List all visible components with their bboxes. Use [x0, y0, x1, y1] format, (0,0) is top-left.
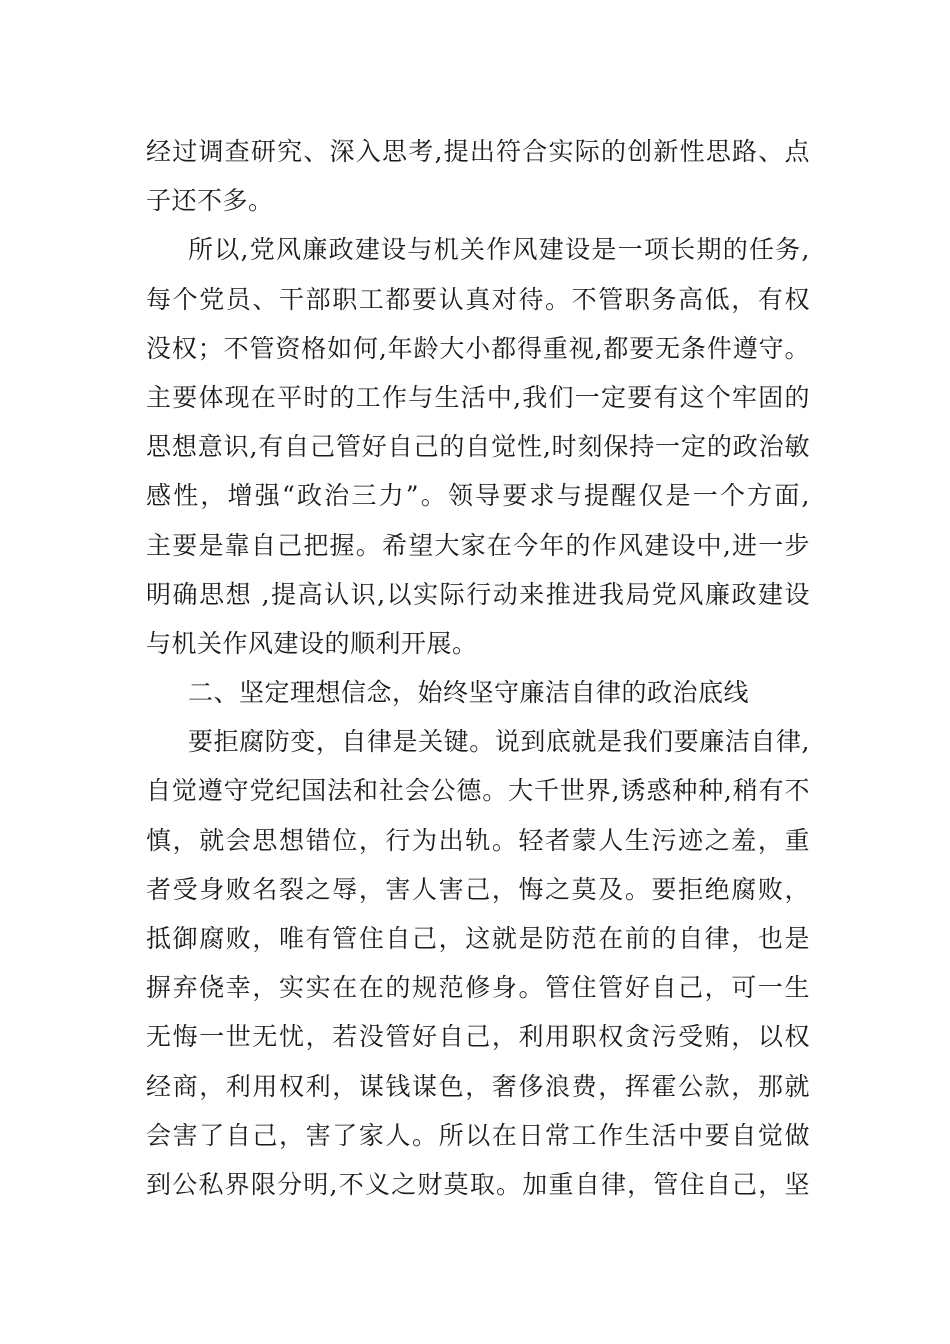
text-line: 无悔一世无忧，若没管好自己，利用职权贪污受贿，以权	[146, 1022, 810, 1052]
text-line: 子还不多。	[146, 186, 274, 216]
text-line: 会害了自己，害了家人。所以在日常工作生活中要自觉做	[146, 1120, 810, 1150]
paragraph-start-line: 所以,党风廉政建设与机关作风建设是一项长期的任务,	[188, 235, 810, 265]
text-line: 摒弃侥幸，实实在在的规范修身。管住管好自己，可一生	[146, 973, 810, 1003]
text-line: 主要体现在平时的工作与生活中,我们一定要有这个牢固的	[146, 382, 810, 412]
section-heading: 二、坚定理想信念，始终坚守廉洁自律的政治底线	[188, 678, 750, 708]
text-line: 明确思想 ,提高认识,以实际行动来推进我局党风廉政建设	[146, 579, 810, 609]
text-line: 主要是靠自己把握。希望大家在今年的作风建设中,进一步	[146, 530, 810, 560]
text-line: 没权；不管资格如何,年龄大小都得重视,都要无条件遵守。	[146, 333, 810, 363]
paragraph-start-line: 要拒腐防变，自律是关键。说到底就是我们要廉洁自律,	[188, 727, 810, 757]
text-line: 感性，增强“政治三力”。领导要求与提醒仅是一个方面,	[146, 481, 810, 511]
text-line: 慎，就会思想错位，行为出轨。轻者蒙人生污迹之羞，重	[146, 825, 810, 855]
text-line: 自觉遵守党纪国法和社会公德。大千世界,诱惑种种,稍有不	[146, 776, 810, 806]
text-line: 思想意识,有自己管好自己的自觉性,时刻保持一定的政治敏	[146, 432, 810, 462]
text-line: 者受身败名裂之辱，害人害己，悔之莫及。要拒绝腐败，	[146, 874, 810, 904]
text-line: 每个党员、干部职工都要认真对待。不管职务高低，有权	[146, 284, 810, 314]
body-text	[146, 127, 810, 1209]
text-line: 经商，利用权利，谋钱谋色，奢侈浪费，挥霍公款，那就	[146, 1071, 810, 1101]
text-line: 与机关作风建设的顺利开展。	[146, 628, 478, 658]
text-line: 经过调查研究、深入思考,提出符合实际的创新性思路、点	[146, 137, 810, 166]
text-line: 到公私界限分明,不义之财莫取。加重自律，管住自己，坚	[146, 1169, 810, 1199]
text-line: 抵御腐败，唯有管住自己，这就是防范在前的自律，也是	[146, 924, 810, 953]
